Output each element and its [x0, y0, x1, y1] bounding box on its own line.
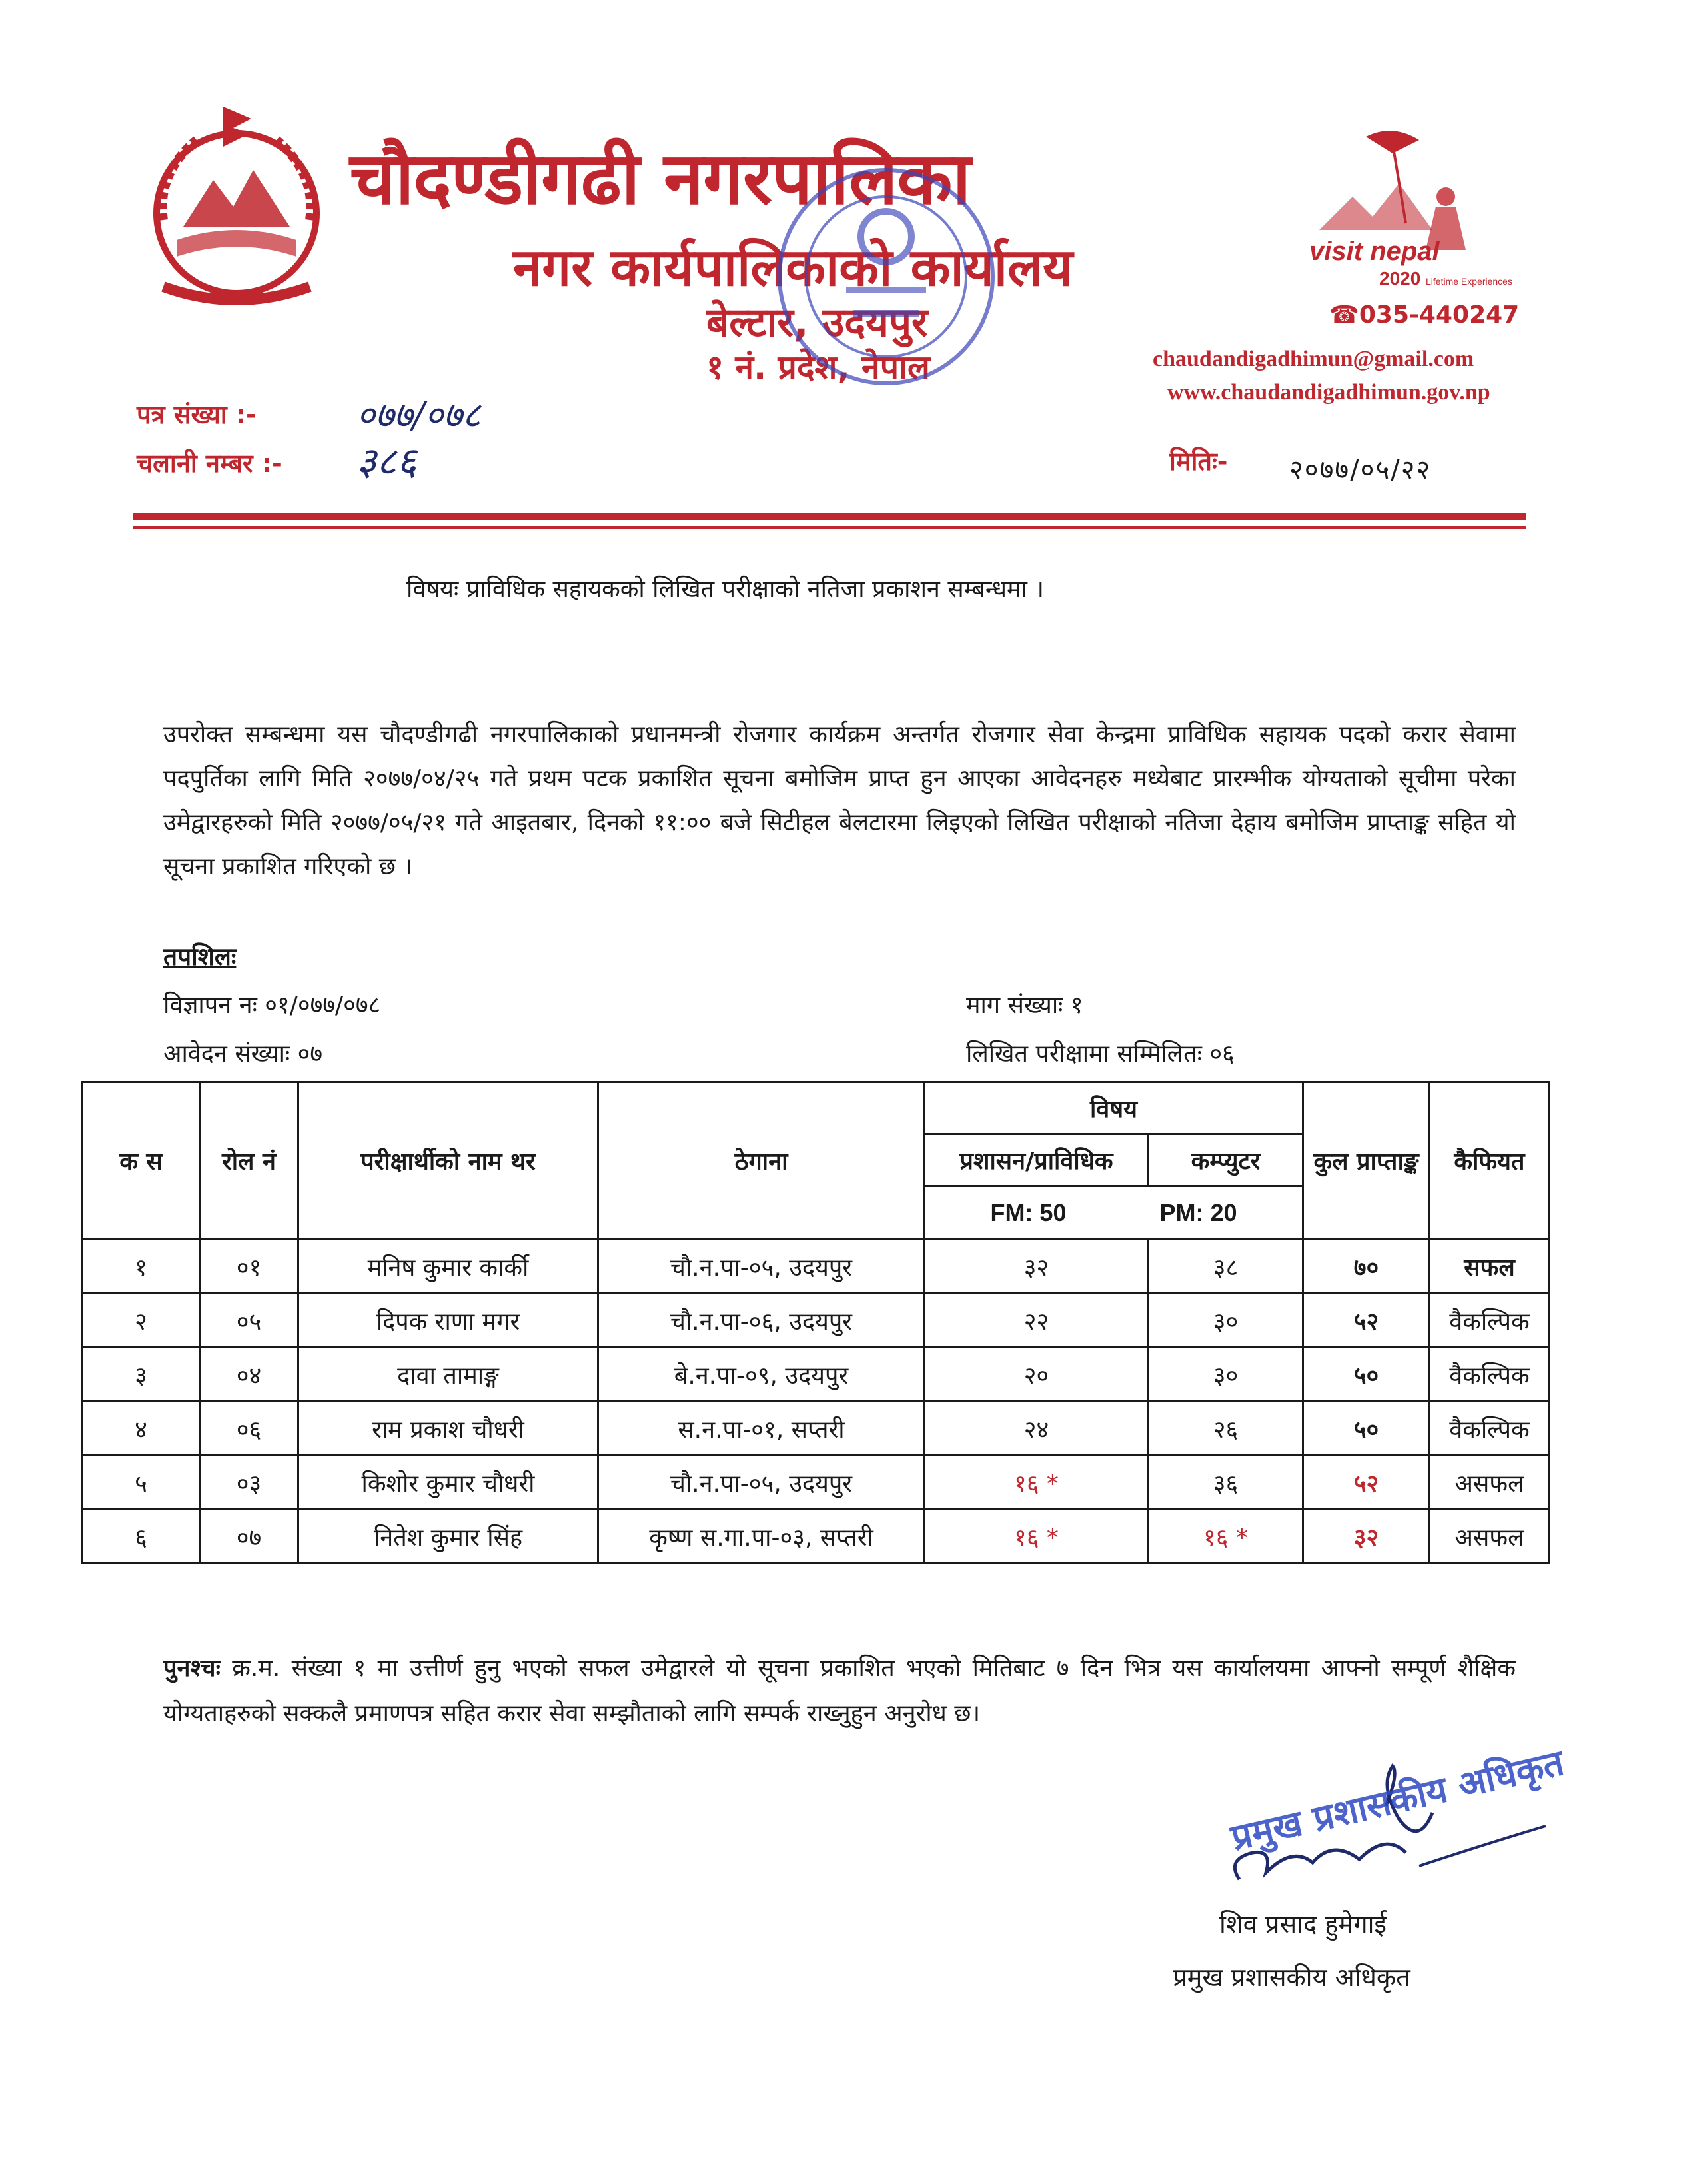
- header-subject-group: विषय: [925, 1082, 1303, 1134]
- note-text: क्र.म. संख्या १ मा उत्तीर्ण हुनु भएको सफल उमेद्वारले यो सूचना प्रकाशित भएको मितिबाट ७ दिन भित्र यस कार्यालयमा आफ्नो सम्पूर्ण शैक्षिक योग्यताहरुको सक्कलै प्रमाणपत्र सहित करार सेवा सम्झौताको लागि सम्पर्क राख्नुहुन अनुरोध छ।: [163, 1655, 1516, 1727]
- cell-sn: ३: [83, 1348, 200, 1402]
- header-subject1: प्रशासन/प्राविधिक: [925, 1134, 1149, 1186]
- details-heading: तपशिलः: [163, 942, 237, 971]
- application-count: आवेदन संख्याः ०७: [163, 1040, 323, 1068]
- cell-subject2: १६ *: [1149, 1510, 1303, 1564]
- cell-remarks: वैकल्पिक: [1430, 1294, 1550, 1348]
- header-subject2: कम्प्युटर: [1149, 1134, 1303, 1186]
- header-roll: रोल नं: [200, 1082, 298, 1240]
- municipality-seal-icon: [766, 157, 1006, 397]
- cell-subject1: २४: [925, 1402, 1149, 1456]
- cell-subject1: १६ *: [925, 1510, 1149, 1564]
- cell-subject1: २२: [925, 1294, 1149, 1348]
- cell-subject2: ३८: [1149, 1240, 1303, 1294]
- cell-address: चौ.न.पा-०६, उदयपुर: [598, 1294, 925, 1348]
- visit-nepal-tag: Lifetime Experiences: [1426, 276, 1512, 287]
- visit-nepal-2020-logo: [1306, 123, 1532, 297]
- cell-total: ७०: [1303, 1240, 1430, 1294]
- header-marks-scheme: [925, 1186, 1303, 1240]
- appeared-count: लिखित परीक्षामा सम्मिलितः ०६: [966, 1040, 1235, 1068]
- office-address-line2: १ नं. प्रदेश, नेपाल: [706, 348, 930, 387]
- table-row: [83, 1456, 1550, 1510]
- cell-roll: ०५: [200, 1294, 298, 1348]
- cell-subject1: २०: [925, 1348, 1149, 1402]
- header-address: ठेगाना: [598, 1082, 925, 1240]
- office-name: नगर कार्यपालिकाको कार्यालय: [513, 238, 1073, 298]
- table-row: [83, 1240, 1550, 1294]
- phone-number: [1329, 301, 1519, 329]
- cell-subject2: ३६: [1149, 1456, 1303, 1510]
- header-divider-thin: [133, 526, 1526, 529]
- cell-roll: ०४: [200, 1348, 298, 1402]
- cell-remarks: वैकल्पिक: [1430, 1402, 1550, 1456]
- cell-address: चौ.न.पा-०५, उदयपुर: [598, 1240, 925, 1294]
- cell-sn: ६: [83, 1510, 200, 1564]
- officer-stamp: प्रमुख प्रशासकीय अधिकृत: [1227, 1741, 1568, 1859]
- cell-subject2: ३०: [1149, 1348, 1303, 1402]
- header-name: परीक्षार्थीको नाम थर: [298, 1082, 598, 1240]
- dispatch-number-label: चलानी नम्बर :-: [137, 449, 282, 478]
- cell-sn: २: [83, 1294, 200, 1348]
- cell-address: बे.न.पा-०९, उदयपुर: [598, 1348, 925, 1402]
- advertisement-number: विज्ञापन नः ०१/०७७/०७८: [163, 992, 381, 1019]
- cell-roll: ०६: [200, 1402, 298, 1456]
- date-value: २०७७/०५/२२: [1289, 455, 1432, 485]
- dispatch-number-value: ३८६: [356, 439, 417, 484]
- demand-count: माग संख्याः १: [966, 992, 1083, 1019]
- date-label: मितिः-: [1169, 447, 1228, 476]
- org-name: चौदण्डीगढी नगरपालिका: [350, 137, 971, 221]
- cell-remarks: असफल: [1430, 1510, 1550, 1564]
- website-url[interactable]: www.chaudandigadhimun.gov.np: [1167, 380, 1490, 405]
- cell-sn: १: [83, 1240, 200, 1294]
- cell-name: नितेश कुमार सिंह: [298, 1510, 598, 1564]
- cell-remarks: सफल: [1430, 1240, 1550, 1294]
- table-row: [83, 1348, 1550, 1402]
- nepal-government-emblem: [137, 100, 336, 313]
- pass-marks: PM: 20: [1159, 1198, 1237, 1226]
- header-total: कुल प्राप्ताङ्क: [1303, 1082, 1430, 1240]
- cell-subject1: १६ *: [925, 1456, 1149, 1510]
- cell-subject2: २६: [1149, 1402, 1303, 1456]
- cell-total: ५०: [1303, 1348, 1430, 1402]
- cell-remarks: असफल: [1430, 1456, 1550, 1510]
- cell-name: दावा तामाङ्ग: [298, 1348, 598, 1402]
- table-row: [83, 1510, 1550, 1564]
- cell-total: ५०: [1303, 1402, 1430, 1456]
- ref-number-label: पत्र संख्या :-: [137, 400, 257, 429]
- ref-number-value: ०७७/०७८: [356, 394, 481, 436]
- table-row: [83, 1402, 1550, 1456]
- cell-total: ३२: [1303, 1510, 1430, 1564]
- cell-total: ५२: [1303, 1456, 1430, 1510]
- cell-sn: ५: [83, 1456, 200, 1510]
- header-sn: क स: [83, 1082, 200, 1240]
- visit-nepal-text: visit nepal: [1309, 237, 1440, 266]
- signatory-title: प्रमुख प्रशासकीय अधिकृत: [1173, 1963, 1410, 1992]
- cell-name: दिपक राणा मगर: [298, 1294, 598, 1348]
- phone-text: 035-440247: [1359, 301, 1520, 329]
- cell-subject1: ३२: [925, 1240, 1149, 1294]
- subject-line: विषयः प्राविधिक सहायकको लिखित परीक्षाको नतिजा प्रकाशन सम्बन्धमा ।: [406, 576, 1044, 603]
- visit-nepal-year: 2020: [1379, 268, 1421, 289]
- email-address[interactable]: chaudandigadhimun@gmail.com: [1153, 347, 1474, 371]
- full-marks: FM: 50: [990, 1198, 1067, 1226]
- cell-name: किशोर कुमार चौधरी: [298, 1456, 598, 1510]
- signatory-name: शिव प्रसाद हुमेगाई: [1219, 1909, 1387, 1939]
- table-row: [83, 1294, 1550, 1348]
- header-divider: [133, 513, 1526, 520]
- cell-subject2: ३०: [1149, 1294, 1303, 1348]
- office-address-line1: बेल्टार, उदयपुर: [706, 299, 928, 346]
- header-remarks: कैफियत: [1430, 1082, 1550, 1240]
- cell-roll: ०३: [200, 1456, 298, 1510]
- cell-name: मनिष कुमार कार्की: [298, 1240, 598, 1294]
- postscript-note: [163, 1646, 1516, 1737]
- cell-address: कृष्ण स.गा.पा-०३, सप्तरी: [598, 1510, 925, 1564]
- phone-icon: ☎: [1329, 301, 1359, 329]
- cell-address: चौ.न.पा-०५, उदयपुर: [598, 1456, 925, 1510]
- cell-sn: ४: [83, 1402, 200, 1456]
- results-table: [81, 1081, 1550, 1564]
- cell-roll: ०७: [200, 1510, 298, 1564]
- cell-total: ५२: [1303, 1294, 1430, 1348]
- cell-remarks: वैकल्पिक: [1430, 1348, 1550, 1402]
- cell-address: स.न.पा-०१, सप्तरी: [598, 1402, 925, 1456]
- cell-roll: ०१: [200, 1240, 298, 1294]
- cell-name: राम प्रकाश चौधरी: [298, 1402, 598, 1456]
- note-label: पुनश्चः: [163, 1655, 221, 1682]
- body-paragraph: उपरोक्त सम्बन्धमा यस चौदण्डीगढी नगरपालिकाको प्रधानमन्त्री रोजगार कार्यक्रम अन्तर्गत रोजगार सेवा केन्द्रमा प्राविधिक सहायक पदको करार सेवामा पदपुर्तिका लागि मिति २०७७/०४/२५ गते प्रथम पटक प्रकाशित सूचना बमोजिम प्राप्त हुन आएका आवेदनहरु मध्येबाट प्रारम्भीक योग्यताको सूचीमा परेका उमेद्वारहरुको मिति २०७७/०५/२१ गते आइतबार, दिनको ११:०० बजे सिटीहल बेलटारमा लिइएको लिखित परीक्षाको नतिजा देहाय बमोजिम प्राप्ताङ्क सहित यो सूचना प्रकाशित गरिएको छ ।: [163, 721, 1516, 880]
